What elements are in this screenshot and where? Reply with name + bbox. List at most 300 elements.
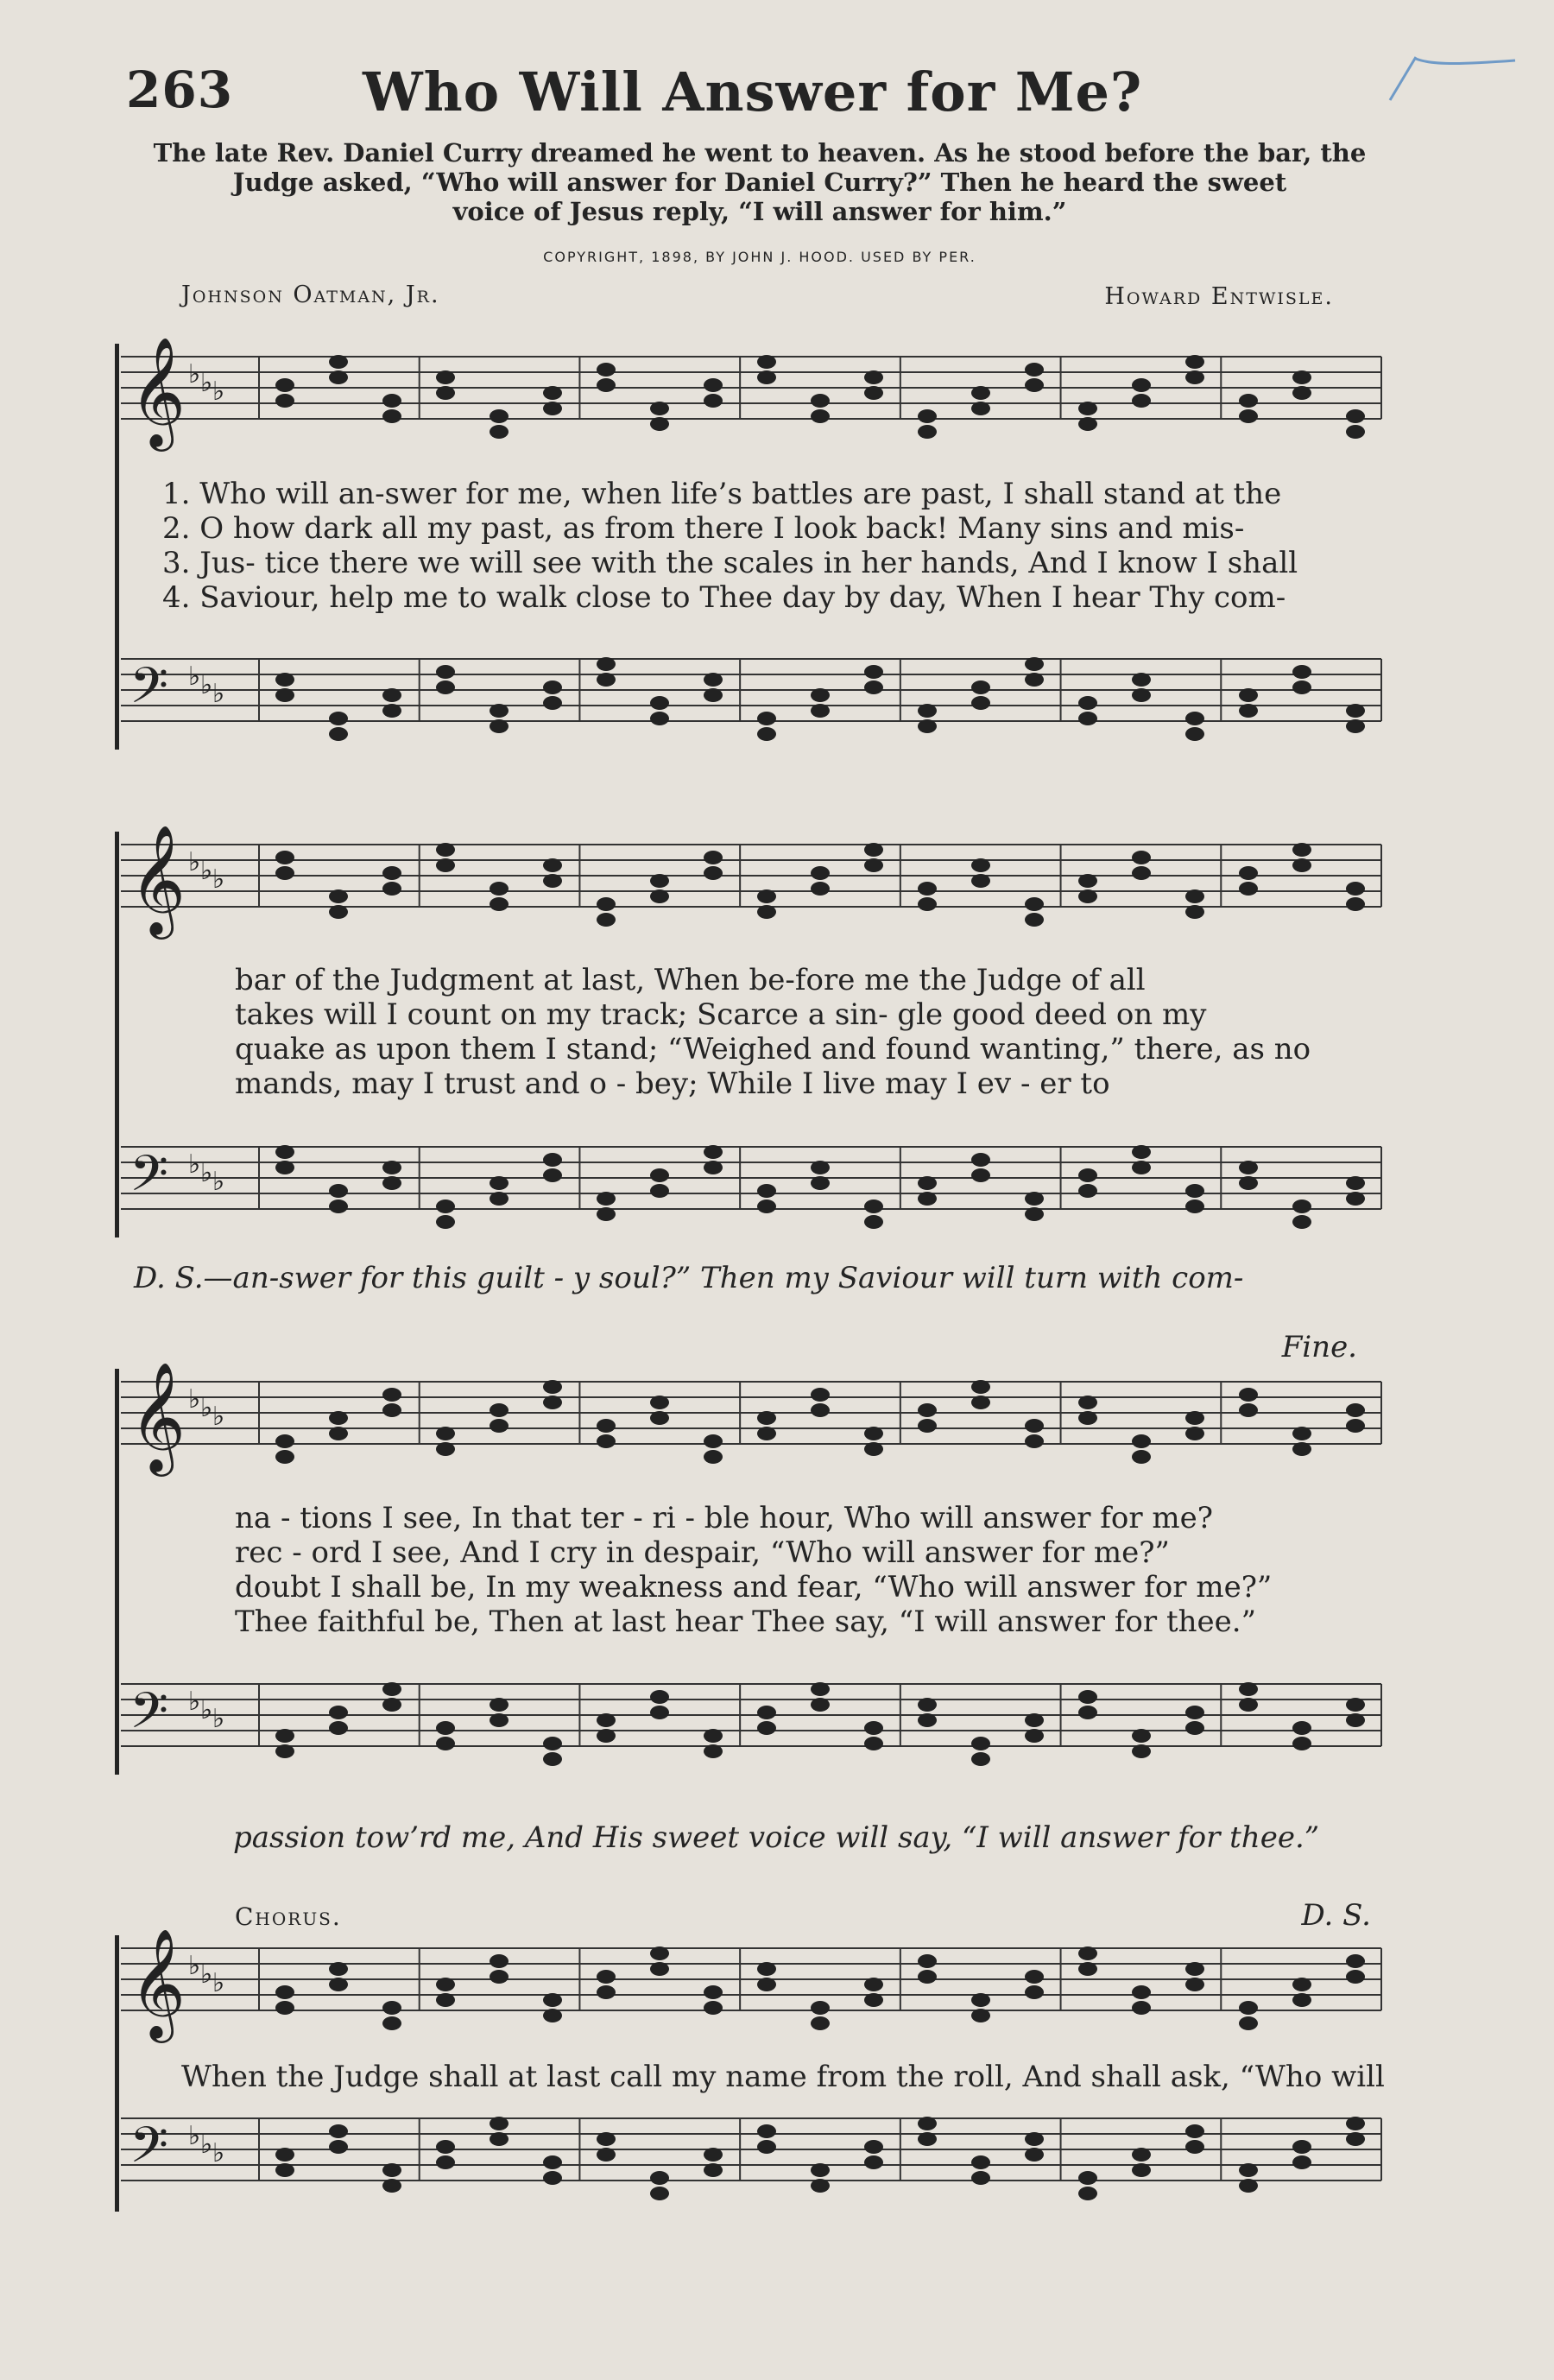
note-head [436, 1978, 455, 1991]
verse-line: mands, may I trust and o - bey; While I live may I ev - er to [235, 1067, 1110, 1101]
note-head [1346, 1176, 1365, 1190]
note-head [918, 897, 937, 911]
flat-icon: ♭ [212, 2138, 225, 2168]
note-head [1346, 882, 1365, 896]
note-head [650, 696, 669, 710]
note-head [918, 704, 937, 718]
flat-icon: ♭ [200, 1393, 213, 1423]
flat-icon: ♭ [188, 1384, 201, 1415]
flat-icon: ♭ [200, 2130, 213, 2160]
note-head [436, 843, 455, 857]
note-head [811, 704, 830, 718]
note-head [1132, 1729, 1151, 1743]
note-head [1292, 843, 1311, 857]
note-head [1239, 2179, 1258, 2193]
note-head [650, 1706, 669, 1719]
flat-icon: ♭ [200, 1695, 213, 1725]
note-head [704, 1161, 723, 1174]
note-head [1292, 1215, 1311, 1229]
flat-icon: ♭ [212, 864, 225, 895]
note-head [1292, 1737, 1311, 1750]
note-head [811, 1403, 830, 1417]
note-head [1078, 1706, 1097, 1719]
note-head [597, 2148, 616, 2162]
note-head [1292, 1199, 1311, 1213]
note-head [543, 2009, 562, 2022]
note-head [1346, 1954, 1365, 1968]
note-head [1292, 680, 1311, 694]
note-head [704, 1985, 723, 1999]
note-head [650, 2171, 669, 2185]
note-head [597, 2132, 616, 2146]
note-head [1346, 425, 1365, 439]
note-head [329, 727, 348, 741]
note-head [1292, 386, 1311, 400]
note-head [1239, 1698, 1258, 1712]
note-head [1292, 1978, 1311, 1991]
note-head [329, 370, 348, 384]
note-head [275, 2001, 294, 2015]
ds-text: D. S.—an-swer for this guilt - y soul?” Then my Saviour will turn with com- [134, 1261, 1244, 1295]
note-head [1025, 363, 1044, 377]
flat-icon: ♭ [212, 1704, 225, 1734]
note-head [1239, 704, 1258, 718]
flat-icon: ♭ [212, 679, 225, 709]
note-head [543, 1993, 562, 2007]
note-head [1346, 1192, 1365, 1206]
note-head [1025, 2132, 1044, 2146]
story-line: The late Rev. Daniel Curry dreamed he went to heaven. As he stood before the bar, the [153, 138, 1367, 168]
note-head [490, 2117, 509, 2130]
note-head [490, 704, 509, 718]
note-head [1132, 688, 1151, 702]
note-head [597, 1192, 616, 1206]
note-head [1132, 1434, 1151, 1448]
note-head [543, 858, 562, 872]
note-head [436, 2140, 455, 2154]
note-head [650, 2187, 669, 2200]
note-head [650, 1396, 669, 1409]
note-head [650, 417, 669, 431]
note-head [704, 1450, 723, 1464]
note-head [382, 1388, 401, 1402]
note-head [597, 1729, 616, 1743]
note-head [704, 1145, 723, 1159]
flat-icon: ♭ [200, 1959, 213, 1990]
note-head [1185, 1184, 1204, 1198]
note-head [275, 866, 294, 880]
note-head [1025, 1970, 1044, 1984]
note-head [382, 866, 401, 880]
note-head [382, 2001, 401, 2015]
note-head [811, 2179, 830, 2193]
note-head [1185, 355, 1204, 369]
note-head [704, 688, 723, 702]
flat-icon: ♭ [212, 1167, 225, 1197]
note-head [1239, 1388, 1258, 1402]
verse-line: takes will I count on my track; Scarce a sin- gle good deed on my [235, 997, 1207, 1032]
note-head [597, 1434, 616, 1448]
note-head [597, 1207, 616, 1221]
note-head [597, 897, 616, 911]
note-head [757, 1706, 776, 1719]
flat-icon: ♭ [212, 1968, 225, 1998]
note-head [382, 1403, 401, 1417]
note-head [757, 727, 776, 741]
note-head [329, 1721, 348, 1735]
verses-system-3 [235, 1501, 1272, 1639]
note-head [1292, 665, 1311, 679]
note-head [864, 843, 883, 857]
system-brace [115, 344, 119, 750]
note-head [1239, 2016, 1258, 2030]
note-head [1346, 2117, 1365, 2130]
note-head [1239, 1176, 1258, 1190]
note-head [275, 2148, 294, 2162]
note-head [543, 2155, 562, 2169]
note-head [864, 1978, 883, 1991]
note-head [490, 409, 509, 423]
note-head [864, 2155, 883, 2169]
note-head [918, 882, 937, 896]
note-head [704, 1434, 723, 1448]
note-head [436, 1737, 455, 1750]
note-head [490, 2132, 509, 2146]
note-head [490, 1970, 509, 1984]
note-head [597, 657, 616, 671]
verse-line: bar of the Judgment at last, When be-fore me the Judge of all [235, 963, 1146, 997]
note-head [1239, 1403, 1258, 1417]
note-head [1346, 897, 1365, 911]
note-head [1185, 889, 1204, 903]
note-head [1132, 673, 1151, 687]
note-head [1078, 2171, 1097, 2185]
note-head [811, 1176, 830, 1190]
note-head [1025, 657, 1044, 671]
note-head [436, 370, 455, 384]
note-head [382, 882, 401, 896]
flat-icon: ♭ [200, 670, 213, 700]
note-head [864, 1737, 883, 1750]
story-line: Judge asked, “Who will answer for Daniel Curry?” Then he heard the sweet [232, 168, 1287, 197]
note-head [1025, 1985, 1044, 1999]
note-head [329, 2124, 348, 2138]
note-head [436, 1427, 455, 1440]
note-head [382, 409, 401, 423]
note-head [971, 2171, 990, 2185]
note-head [1292, 1721, 1311, 1735]
note-head [1025, 1207, 1044, 1221]
note-head [1078, 1168, 1097, 1182]
note-head [1346, 1403, 1365, 1417]
note-head [757, 1721, 776, 1735]
note-head [436, 1993, 455, 2007]
note-head [543, 696, 562, 710]
note-head [382, 2163, 401, 2177]
verse-line: na - tions I see, In that ter - ri - ble hour, Who will answer for me? [235, 1501, 1214, 1535]
note-head [436, 665, 455, 679]
note-head [543, 1168, 562, 1182]
note-head [1025, 1434, 1044, 1448]
note-head [1185, 370, 1204, 384]
note-head [543, 874, 562, 888]
note-head [811, 1388, 830, 1402]
note-head [1078, 1690, 1097, 1704]
note-head [436, 858, 455, 872]
note-head [1025, 1192, 1044, 1206]
note-head [543, 386, 562, 400]
note-head [918, 1970, 937, 1984]
note-head [650, 889, 669, 903]
note-head [650, 1962, 669, 1976]
composer-credit: Howard Entwisle. [1104, 283, 1334, 310]
note-head [597, 1713, 616, 1727]
verses-system-1 [162, 477, 1298, 615]
note-head [1346, 1713, 1365, 1727]
note-head [597, 1419, 616, 1433]
note-head [275, 673, 294, 687]
note-head [1132, 1744, 1151, 1758]
note-head [864, 858, 883, 872]
note-head [490, 719, 509, 733]
note-head [490, 1419, 509, 1433]
note-head [329, 1962, 348, 1976]
note-head [1346, 409, 1365, 423]
note-head [1239, 866, 1258, 880]
note-head [1239, 2163, 1258, 2177]
note-head [971, 1737, 990, 1750]
note-head [650, 1168, 669, 1182]
note-head [1132, 1985, 1151, 1999]
note-head [1078, 1962, 1097, 1976]
note-head [1185, 1706, 1204, 1719]
note-head [757, 1962, 776, 1976]
note-head [275, 1744, 294, 1758]
note-head [918, 1713, 937, 1727]
note-head [1346, 719, 1365, 733]
note-head [971, 858, 990, 872]
note-head [1292, 2140, 1311, 2154]
flat-icon: ♭ [188, 847, 201, 877]
note-head [971, 2009, 990, 2022]
note-head [811, 2001, 830, 2015]
note-head [757, 712, 776, 725]
note-head [1132, 866, 1151, 880]
note-head [1185, 905, 1204, 919]
note-head [757, 889, 776, 903]
note-head [971, 680, 990, 694]
note-head [1239, 2001, 1258, 2015]
note-head [490, 1713, 509, 1727]
treble-staff [0, 1927, 1554, 2045]
note-head [1292, 2155, 1311, 2169]
note-head [811, 1682, 830, 1696]
note-head [543, 680, 562, 694]
note-head [864, 386, 883, 400]
note-head [597, 363, 616, 377]
note-head [490, 1176, 509, 1190]
bass-staff [0, 2103, 1554, 2215]
note-head [704, 378, 723, 392]
note-head [864, 1215, 883, 1229]
note-head [275, 1434, 294, 1448]
note-head [490, 897, 509, 911]
bass-clef-icon: 𝄢 [130, 1144, 169, 1215]
note-head [971, 402, 990, 415]
note-head [1185, 727, 1204, 741]
note-head [1185, 2124, 1204, 2138]
note-head [1292, 1442, 1311, 1456]
note-head [1239, 1161, 1258, 1174]
note-head [275, 851, 294, 864]
note-head [436, 2155, 455, 2169]
note-head [490, 1403, 509, 1417]
note-head [382, 394, 401, 408]
note-head [1346, 2132, 1365, 2146]
note-head [382, 2179, 401, 2193]
note-head [1132, 2148, 1151, 2162]
note-head [436, 680, 455, 694]
note-head [757, 1427, 776, 1440]
note-head [543, 2171, 562, 2185]
note-head [1132, 851, 1151, 864]
note-head [329, 1427, 348, 1440]
note-head [1185, 712, 1204, 725]
note-head [918, 719, 937, 733]
bass-clef-icon: 𝄢 [130, 656, 169, 727]
note-head [382, 1698, 401, 1712]
treble-clef-icon: 𝄞 [130, 1927, 186, 2038]
note-head [918, 1403, 937, 1417]
note-head [1025, 378, 1044, 392]
note-head [971, 1993, 990, 2007]
note-head [1078, 696, 1097, 710]
note-head [597, 673, 616, 687]
hymn-number: 263 [126, 60, 234, 119]
note-head [864, 1721, 883, 1735]
note-head [275, 1729, 294, 1743]
note-head [382, 1176, 401, 1190]
treble-clef-icon: 𝄞 [130, 824, 186, 934]
note-head [650, 1411, 669, 1425]
note-head [864, 1199, 883, 1213]
note-head [329, 1411, 348, 1425]
note-head [1346, 1698, 1365, 1712]
note-head [1239, 882, 1258, 896]
note-head [275, 2163, 294, 2177]
treble-staff [0, 1361, 1554, 1478]
note-head [971, 696, 990, 710]
note-head [329, 1706, 348, 1719]
note-head [1292, 1993, 1311, 2007]
treble-clef-icon: 𝄞 [130, 336, 186, 446]
note-head [864, 1993, 883, 2007]
bass-staff [0, 1668, 1554, 1781]
note-head [918, 1419, 937, 1433]
note-head [1346, 1419, 1365, 1433]
note-head [650, 874, 669, 888]
note-head [1025, 2148, 1044, 2162]
flat-icon: ♭ [200, 1158, 213, 1188]
fine-marking: Fine. [1281, 1330, 1357, 1364]
note-head [811, 1161, 830, 1174]
note-head [650, 1690, 669, 1704]
note-head [1132, 1450, 1151, 1464]
note-head [971, 1168, 990, 1182]
note-head [1078, 1396, 1097, 1409]
note-head [704, 851, 723, 864]
note-head [1292, 1427, 1311, 1440]
note-head [757, 1184, 776, 1198]
verse-line: quake as upon them I stand; “Weighed and found wanting,” there, as no [235, 1032, 1311, 1067]
note-head [757, 2124, 776, 2138]
note-head [757, 355, 776, 369]
bass-clef-icon: 𝄢 [130, 2116, 169, 2187]
note-head [329, 1184, 348, 1198]
note-head [275, 1985, 294, 1999]
note-head [1185, 1411, 1204, 1425]
note-head [275, 1145, 294, 1159]
chorus-label: Chorus. [235, 1902, 342, 1931]
note-head [1025, 1729, 1044, 1743]
note-head [1132, 2001, 1151, 2015]
flat-icon: ♭ [212, 1402, 225, 1432]
note-head [597, 378, 616, 392]
note-head [1025, 1713, 1044, 1727]
flat-icon: ♭ [212, 377, 225, 407]
bass-staff [0, 1131, 1554, 1244]
note-head [329, 2140, 348, 2154]
flat-icon: ♭ [200, 856, 213, 886]
note-head [329, 712, 348, 725]
note-head [811, 866, 830, 880]
note-head [329, 905, 348, 919]
note-head [275, 1450, 294, 1464]
note-head [971, 2155, 990, 2169]
note-head [1078, 2187, 1097, 2200]
verse-line: 1. Who will an-swer for me, when life’s battles are past, I shall stand at the [162, 477, 1282, 511]
copyright-line: COPYRIGHT, 1898, BY JOHN J. HOOD. USED BY PER. [543, 249, 976, 265]
note-head [650, 712, 669, 725]
note-head [811, 688, 830, 702]
note-head [757, 1411, 776, 1425]
note-head [1185, 2140, 1204, 2154]
note-head [971, 386, 990, 400]
verse-line: Thee faithful be, Then at last hear Thee say, “I will answer for thee.” [235, 1605, 1256, 1639]
author-credit: Johnson Oatman, Jr. [181, 282, 440, 308]
note-head [1239, 1682, 1258, 1696]
note-head [1078, 712, 1097, 725]
note-head [1078, 417, 1097, 431]
note-head [757, 1978, 776, 1991]
chorus-lyric [181, 2060, 1385, 2094]
note-head [436, 1442, 455, 1456]
verse-line: 4. Saviour, help me to walk close to Thee day by day, When I hear Thy com- [162, 580, 1286, 615]
note-head [864, 1427, 883, 1440]
note-head [275, 378, 294, 392]
note-head [1025, 1419, 1044, 1433]
note-head [811, 2163, 830, 2177]
note-head [704, 2163, 723, 2177]
note-head [329, 355, 348, 369]
note-head [543, 1396, 562, 1409]
note-head [597, 1970, 616, 1984]
note-head [1078, 1411, 1097, 1425]
note-head [918, 425, 937, 439]
note-head [436, 1721, 455, 1735]
note-head [1185, 1962, 1204, 1976]
note-head [864, 2140, 883, 2154]
